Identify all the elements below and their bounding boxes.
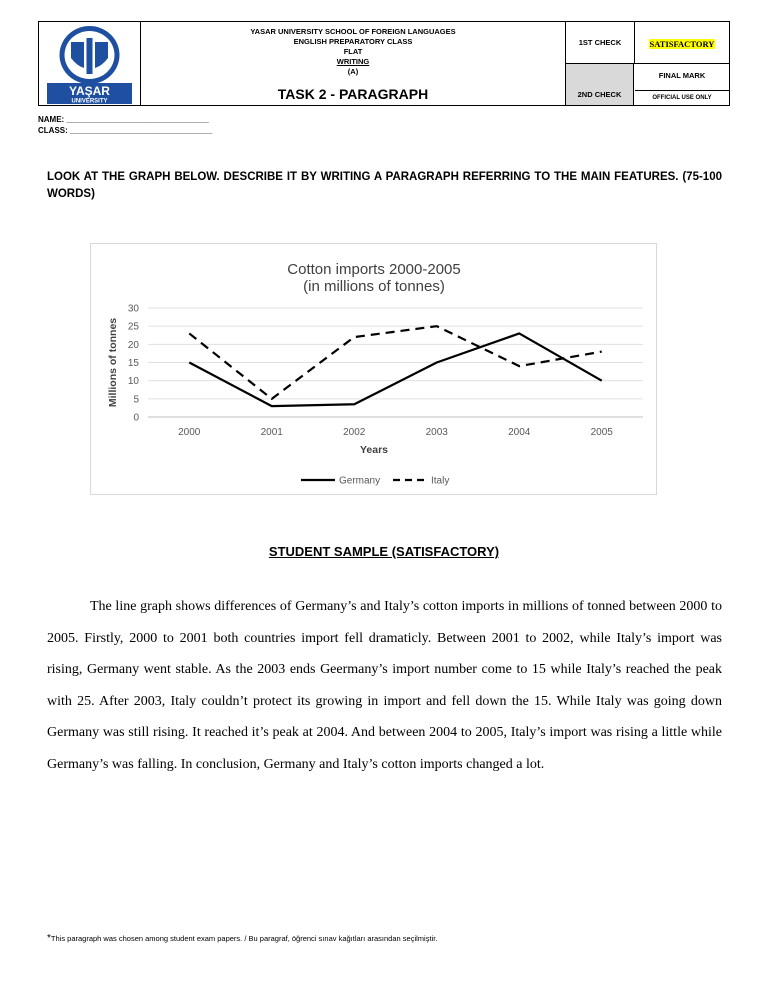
x-tick-label: 2003: [425, 427, 448, 438]
grade-badge: SATISFACTORY: [649, 39, 715, 49]
y-tick-label: 5: [133, 394, 139, 406]
y-axis-label: Millions of tonnes: [107, 317, 119, 408]
x-tick-label: 2004: [508, 427, 531, 438]
x-tick-label: 2005: [590, 427, 613, 438]
legend-label-germany: Germany: [339, 475, 381, 487]
y-tick-label: 0: [133, 412, 139, 424]
svg-text:YAŞAR: YAŞAR: [69, 84, 110, 98]
task-title: TASK 2 - PARAGRAPH: [277, 86, 429, 102]
chart-container: [90, 243, 657, 495]
footnote-text: This paragraph was chosen among student exam papers. / Bu paragraf, öğrenci sınav kağıtları arasından seçilmiştir.: [50, 934, 438, 943]
y-tick-label: 10: [127, 376, 139, 388]
y-tick-label: 15: [127, 358, 139, 369]
svg-text:UNIVERSITY: UNIVERSITY: [71, 98, 108, 105]
sample-paragraph: The line graph shows differences of Germany’s and Italy’s cotton imports in millions of tonned between 2000 to 2005. Firstly, 2000 to 2001 both countries import fell dramaticly. Between 2001 to 2002, while Italy’s import was rising, Germany went stable. As the 2003 ends Geermany’s import number come to 15 while Italy’s reached the peak with 25. After 2003, Italy couldn’t protect its growing in import and fell down the 15. While Italy was going down Germany was still rising. It reached it’s peak at 2004. And between 2004 to 2005, Italy’s import was rising a little while Germany’s was falling. In conclusion, Germany and Italy’s cotton imports changed a lot.: [47, 599, 722, 772]
variant: (A): [347, 67, 359, 76]
final-mark-label: FINAL MARK: [658, 71, 706, 80]
footnote: [47, 933, 437, 944]
grade-cell: [635, 22, 729, 64]
class-name: ENGLISH PREPARATORY CLASS: [293, 37, 413, 46]
y-tick-label: 30: [127, 303, 139, 315]
skill: WRITING: [336, 57, 370, 66]
header-table: [38, 21, 730, 106]
chart-title: Cotton imports 2000-2005: [287, 261, 461, 278]
second-check-cell: 2ND CHECK: [566, 64, 634, 105]
y-tick-label: 20: [127, 339, 139, 351]
header-title-block: [141, 22, 566, 105]
name-field: NAME: ________________________________: [38, 115, 209, 124]
footnote-star: *: [47, 933, 51, 944]
first-check-cell: 1ST CHECK: [566, 22, 635, 64]
level: FLAT: [343, 47, 363, 56]
line-chart: [91, 244, 658, 496]
university-logo: [39, 22, 141, 105]
task-prompt: LOOK AT THE GRAPH BELOW. DESCRIBE IT BY WRITING A PARAGRAPH REFERRING TO THE MAIN FEATURES. (75-100 WORDS): [47, 171, 722, 200]
x-tick-label: 2002: [343, 427, 366, 438]
school-name: YASAR UNIVERSITY SCHOOL OF FOREIGN LANGUAGES: [250, 27, 456, 36]
final-mark-cell: [635, 64, 729, 105]
official-use-label: OFFICIAL USE ONLY: [635, 90, 729, 105]
legend-label-italy: Italy: [431, 475, 450, 487]
x-tick-label: 2000: [178, 427, 201, 438]
y-tick-label: 25: [127, 321, 139, 333]
x-tick-label: 2001: [260, 427, 283, 438]
class-field: CLASS: ________________________________: [38, 126, 213, 135]
sample-title: STUDENT SAMPLE (SATISFACTORY): [268, 544, 500, 559]
x-axis-label: Years: [359, 444, 389, 456]
chart-subtitle: (in millions of tonnes): [303, 278, 445, 295]
